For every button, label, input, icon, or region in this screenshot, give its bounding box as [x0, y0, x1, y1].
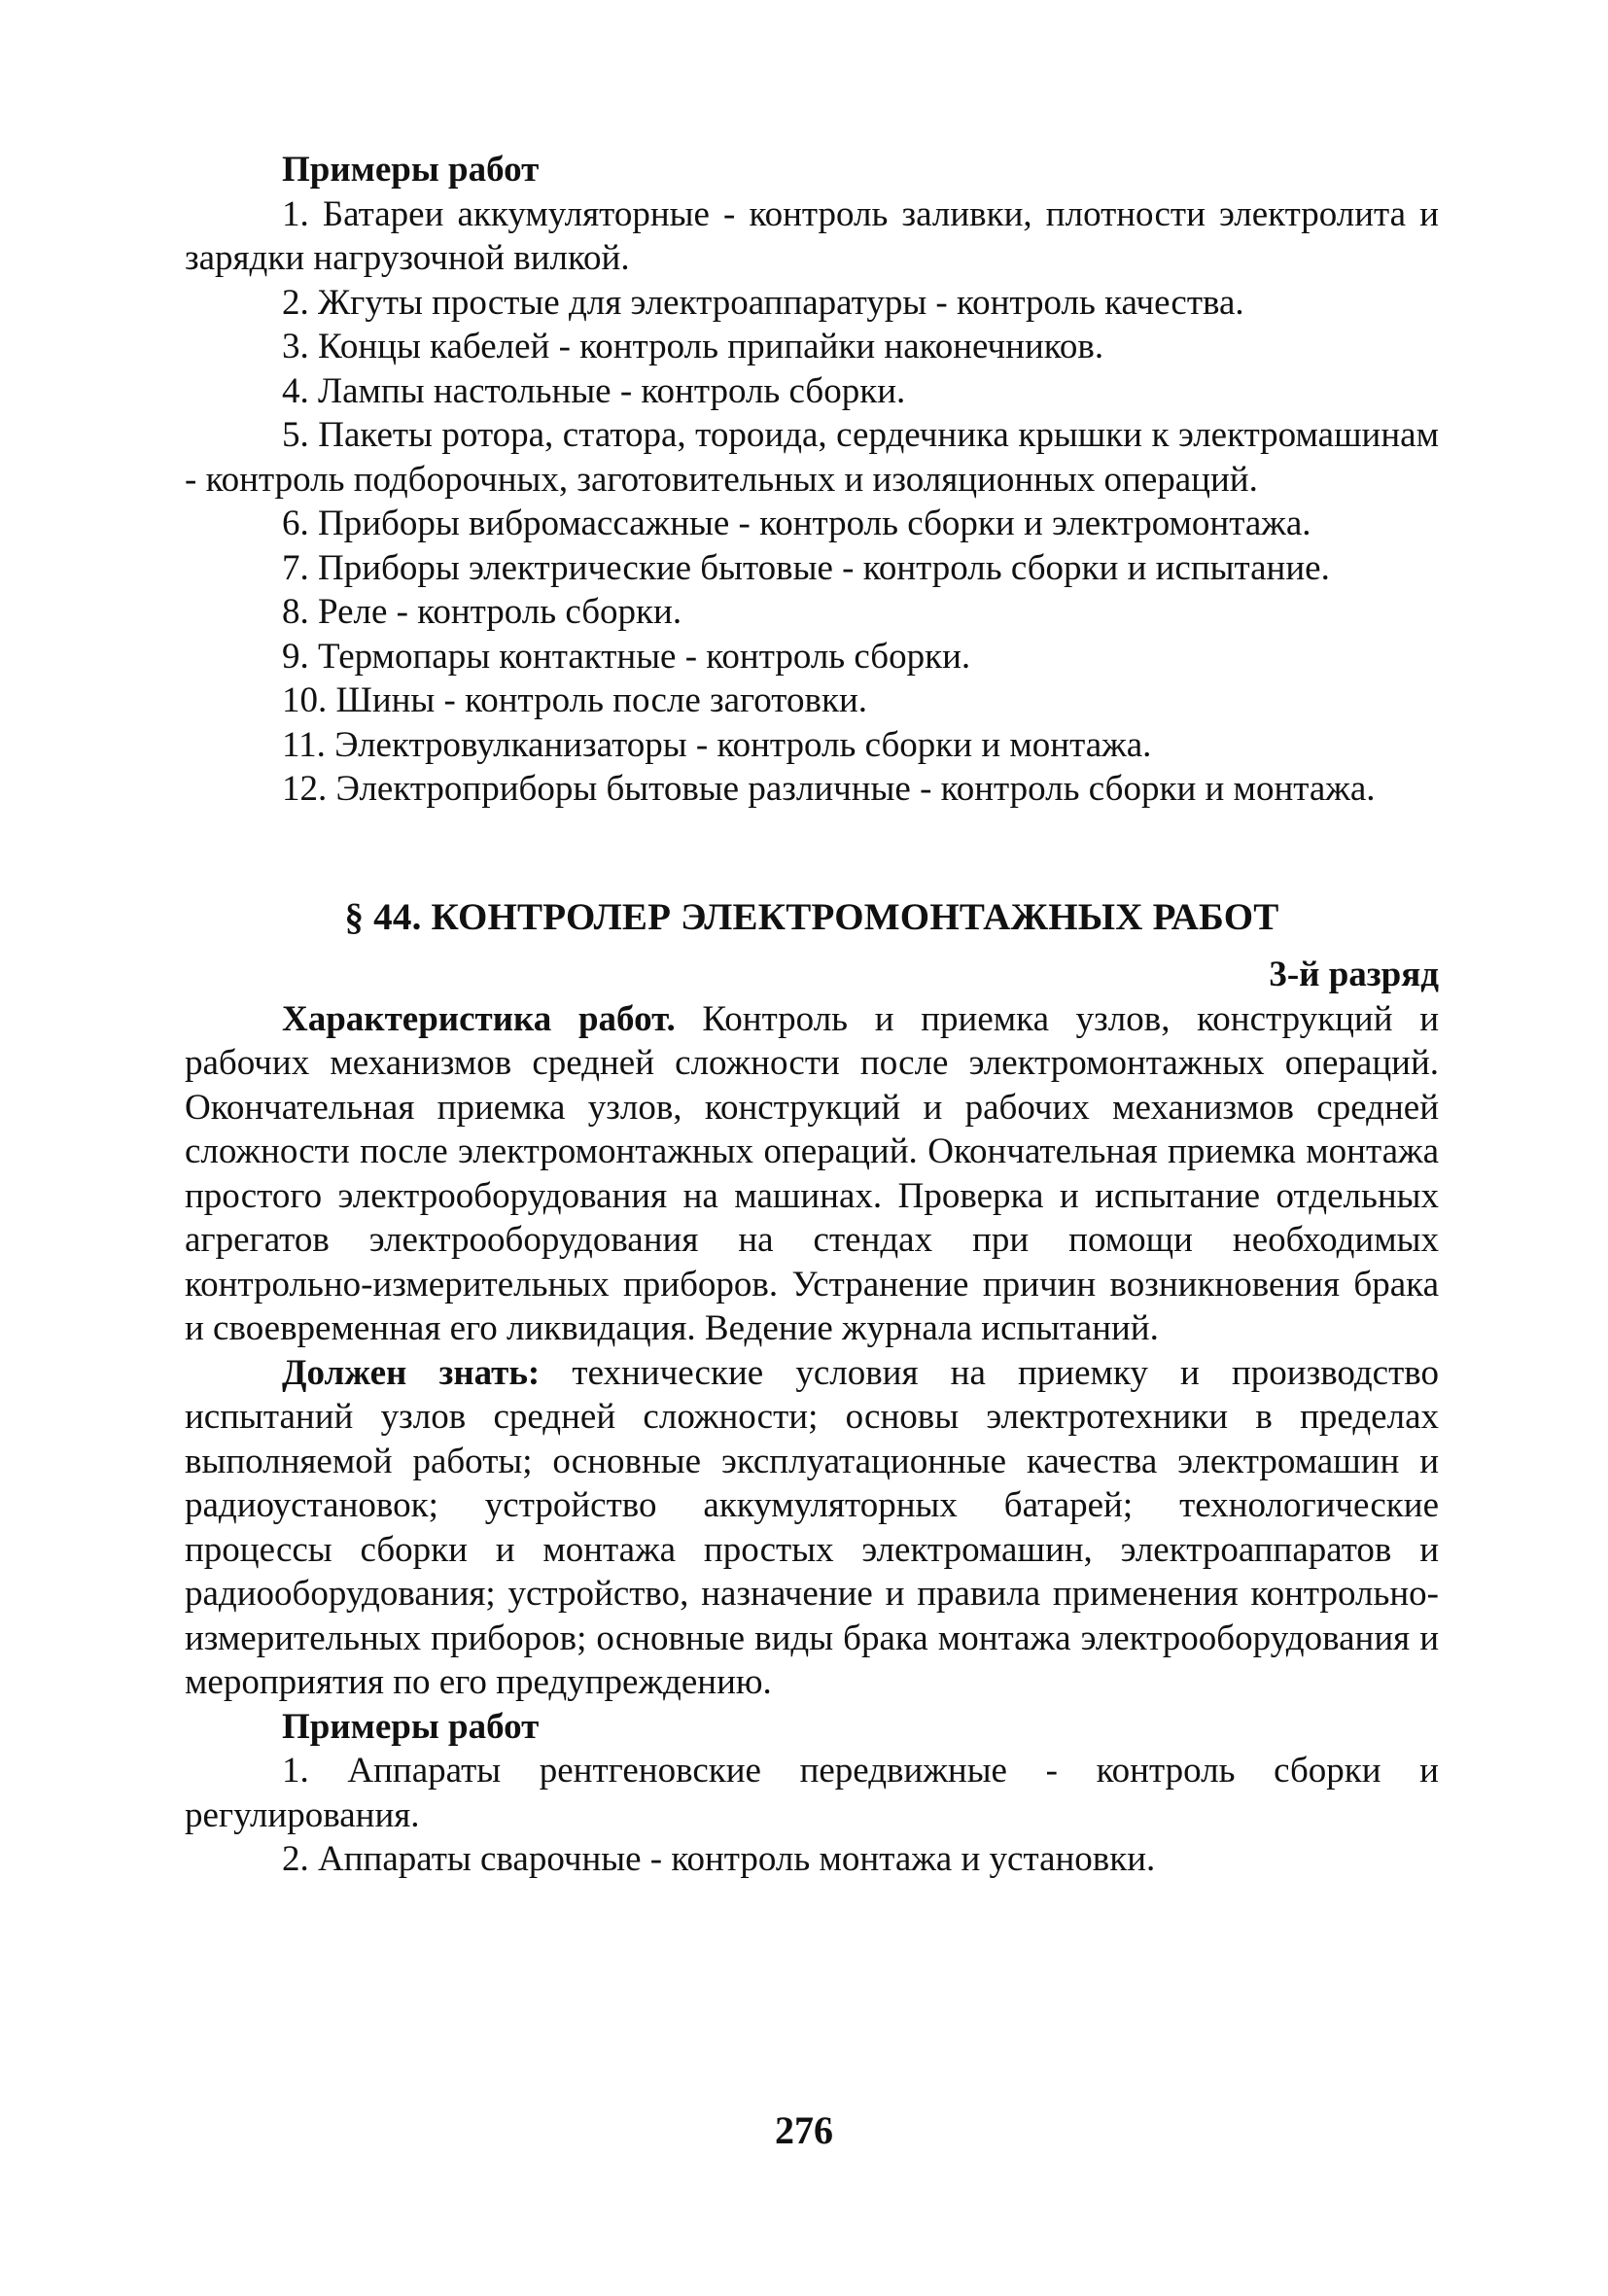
characteristics-label: Характеристика работ.: [282, 998, 676, 1039]
grade-label: 3-й разряд: [1269, 955, 1439, 994]
examples-heading: Примеры работ: [282, 1706, 540, 1747]
list-item: 7. Приборы электрические бытовые - контроль сборки и испытание.: [282, 547, 1330, 588]
knowledge-text: технические условия на приемку и производство испытаний узлов средней сложности; основы электротехники в пределах выполняемой работы; основные эксплуатационные качества электромашин и радиоустановок; устройство аккумуляторных батарей; технологические процессы сборки и монтажа простых электромашин, электроаппаратов и радиооборудования; устройство, назначение и правила применения контрольно-измерительных приборов; основные виды брака монтажа электрооборудования и мероприятия по его предупреждению.: [185, 1352, 1439, 1702]
list-item: 4. Лампы настольные - контроль сборки.: [282, 370, 906, 411]
list-item: 1. Аппараты рентгеновские передвижные - контроль сборки и регулирования.: [185, 1751, 1439, 1835]
list-item: 2. Жгуты простые для электроаппаратуры - контроль качества.: [282, 282, 1244, 323]
examples-heading: Примеры работ: [282, 150, 540, 190]
list-item: 8. Реле - контроль сборки.: [282, 592, 682, 632]
list-item: 3. Концы кабелей - контроль припайки наконечников.: [282, 327, 1104, 366]
list-item: 6. Приборы вибромассажные - контроль сборки и электромонтажа.: [282, 504, 1311, 543]
list-item: 5. Пакеты ротора, статора, тороида, сердечника крышки к электромашинам - контроль подборочных, заготовительных и изоляционных операций.: [185, 415, 1439, 500]
characteristics-text: Контроль и приемка узлов, конструкций и рабочих механизмов средней сложности после электромонтажных операций. Окончательная приемка узлов, конструкций и рабочих механизмов средней сложности после электромонтажных операций. Окончательная приемка монтажа простого электрооборудования на машинах. Проверка и испытание отдельных агрегатов электрооборудования на стендах при помощи необходимых контрольно-измерительных приборов. Устранение причин возникновения брака и своевременная его ликвидация. Ведение журнала испытаний.: [185, 998, 1440, 1348]
knowledge-paragraph: [185, 1351, 1439, 1705]
list-item: 10. Шины - контроль после заготовки.: [282, 680, 867, 720]
characteristics-paragraph: [185, 997, 1439, 1351]
list-item: 2. Аппараты сварочные - контроль монтажа и установки.: [282, 1839, 1156, 1879]
page-number: 276: [775, 2108, 833, 2152]
section-title: § 44. КОНТРОЛЕР ЭЛЕКТРОМОНТАЖНЫХ РАБОТ: [344, 895, 1279, 938]
list-item: 11. Электровулканизаторы - контроль сборки и монтажа.: [282, 724, 1152, 765]
knowledge-label: Должен знать:: [282, 1352, 541, 1393]
list-item: 12. Электроприборы бытовые различные - контроль сборки и монтажа.: [282, 769, 1376, 809]
list-item: 1. Батареи аккумуляторные - контроль заливки, плотности электролита и зарядки нагрузочной вилкой.: [185, 193, 1439, 278]
document-page: [185, 148, 1439, 1882]
list-item: 9. Термопары контактные - контроль сборки.: [282, 636, 971, 677]
